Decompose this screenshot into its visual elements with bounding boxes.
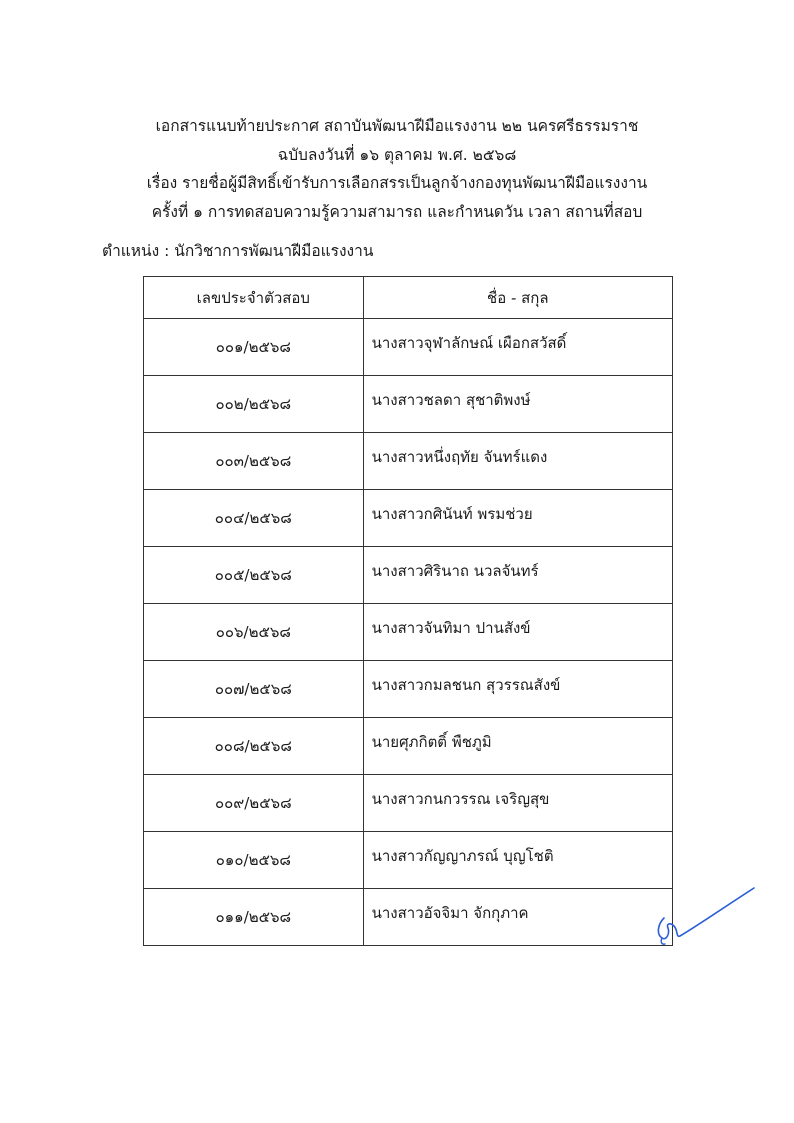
name-cell: นางสาวอัจจิมา จักกุภาค <box>363 889 672 946</box>
table-row <box>144 889 673 946</box>
exam-id-cell: ๐๐๑/๒๕๖๘ <box>144 319 364 376</box>
name-cell: นางสาวจุฬาลักษณ์ เผือกสวัสดิ์ <box>363 319 672 376</box>
header-line-2: ฉบับลงวันที่ ๑๖ ตุลาคม พ.ศ. ๒๕๖๘ <box>277 145 517 164</box>
name-cell: นางสาวกศินันท์ พรมช่วย <box>363 490 672 547</box>
name-cell: นางสาวกนกวรรณ เจริญสุข <box>363 775 672 832</box>
header-line-1: เอกสารแนบท้ายประกาศ สถาบันพัฒนาฝีมือแรงงาน ๒๒ นครศรีธรรมราช <box>155 117 639 135</box>
name-cell: นางสาวชลดา สุชาติพงษ์ <box>363 376 672 433</box>
exam-id-cell: ๐๐๘/๒๕๖๘ <box>144 718 364 775</box>
table-row <box>144 376 673 433</box>
table-row <box>144 319 673 376</box>
name-cell: นางสาวหนึ่งฤทัย จันทร์แดง <box>363 433 672 490</box>
table-row <box>144 433 673 490</box>
table-row <box>144 832 673 889</box>
table-header-row <box>144 277 673 319</box>
exam-id-cell: ๐๐๖/๒๕๖๘ <box>144 604 364 661</box>
table-row <box>144 775 673 832</box>
name-cell: นางสาวศิรินาถ นวลจันทร์ <box>363 547 672 604</box>
table-row <box>144 490 673 547</box>
exam-id-cell: ๐๑๐/๒๕๖๘ <box>144 832 364 889</box>
exam-id-cell: ๐๐๔/๒๕๖๘ <box>144 490 364 547</box>
header-line-4: ครั้งที่ ๑ การทดสอบความรู้ความสามารถ และกำหนดวัน เวลา สถานที่สอบ <box>151 202 643 221</box>
exam-id-cell: ๐๑๑/๒๕๖๘ <box>144 889 364 946</box>
table-row <box>144 604 673 661</box>
signature-mark <box>650 884 760 946</box>
table-row <box>144 718 673 775</box>
header-exam-id: เลขประจำตัวสอบ <box>144 277 364 319</box>
exam-id-cell: ๐๐๓/๒๕๖๘ <box>144 433 364 490</box>
exam-id-cell: ๐๐๒/๒๕๖๘ <box>144 376 364 433</box>
exam-id-cell: ๐๐๗/๒๕๖๘ <box>144 661 364 718</box>
exam-id-cell: ๐๐๕/๒๕๖๘ <box>144 547 364 604</box>
header-full-name: ชื่อ - สกุล <box>363 277 672 319</box>
table-row <box>144 547 673 604</box>
name-cell: นายศุภกิตติ์ พืชภูมิ <box>363 718 672 775</box>
exam-id-cell: ๐๐๙/๒๕๖๘ <box>144 775 364 832</box>
signature-stroke <box>658 888 754 939</box>
position-label: ตำแหน่ง : นักวิชาการพัฒนาฝีมือแรงงาน <box>102 242 374 260</box>
name-cell: นางสาวกัญญาภรณ์ บุญโชติ <box>363 832 672 889</box>
candidate-table <box>143 276 673 946</box>
name-cell: นางสาวกมลชนก สุวรรณสังข์ <box>363 661 672 718</box>
header-line-3: เรื่อง รายชื่อผู้มีสิทธิ์เข้ารับการเลือกสรรเป็นลูกจ้างกองทุนพัฒนาฝีมือแรงงาน <box>146 174 648 192</box>
name-cell: นางสาวจันทิมา ปานสังข์ <box>363 604 672 661</box>
document-header <box>0 112 794 226</box>
table-row <box>144 661 673 718</box>
